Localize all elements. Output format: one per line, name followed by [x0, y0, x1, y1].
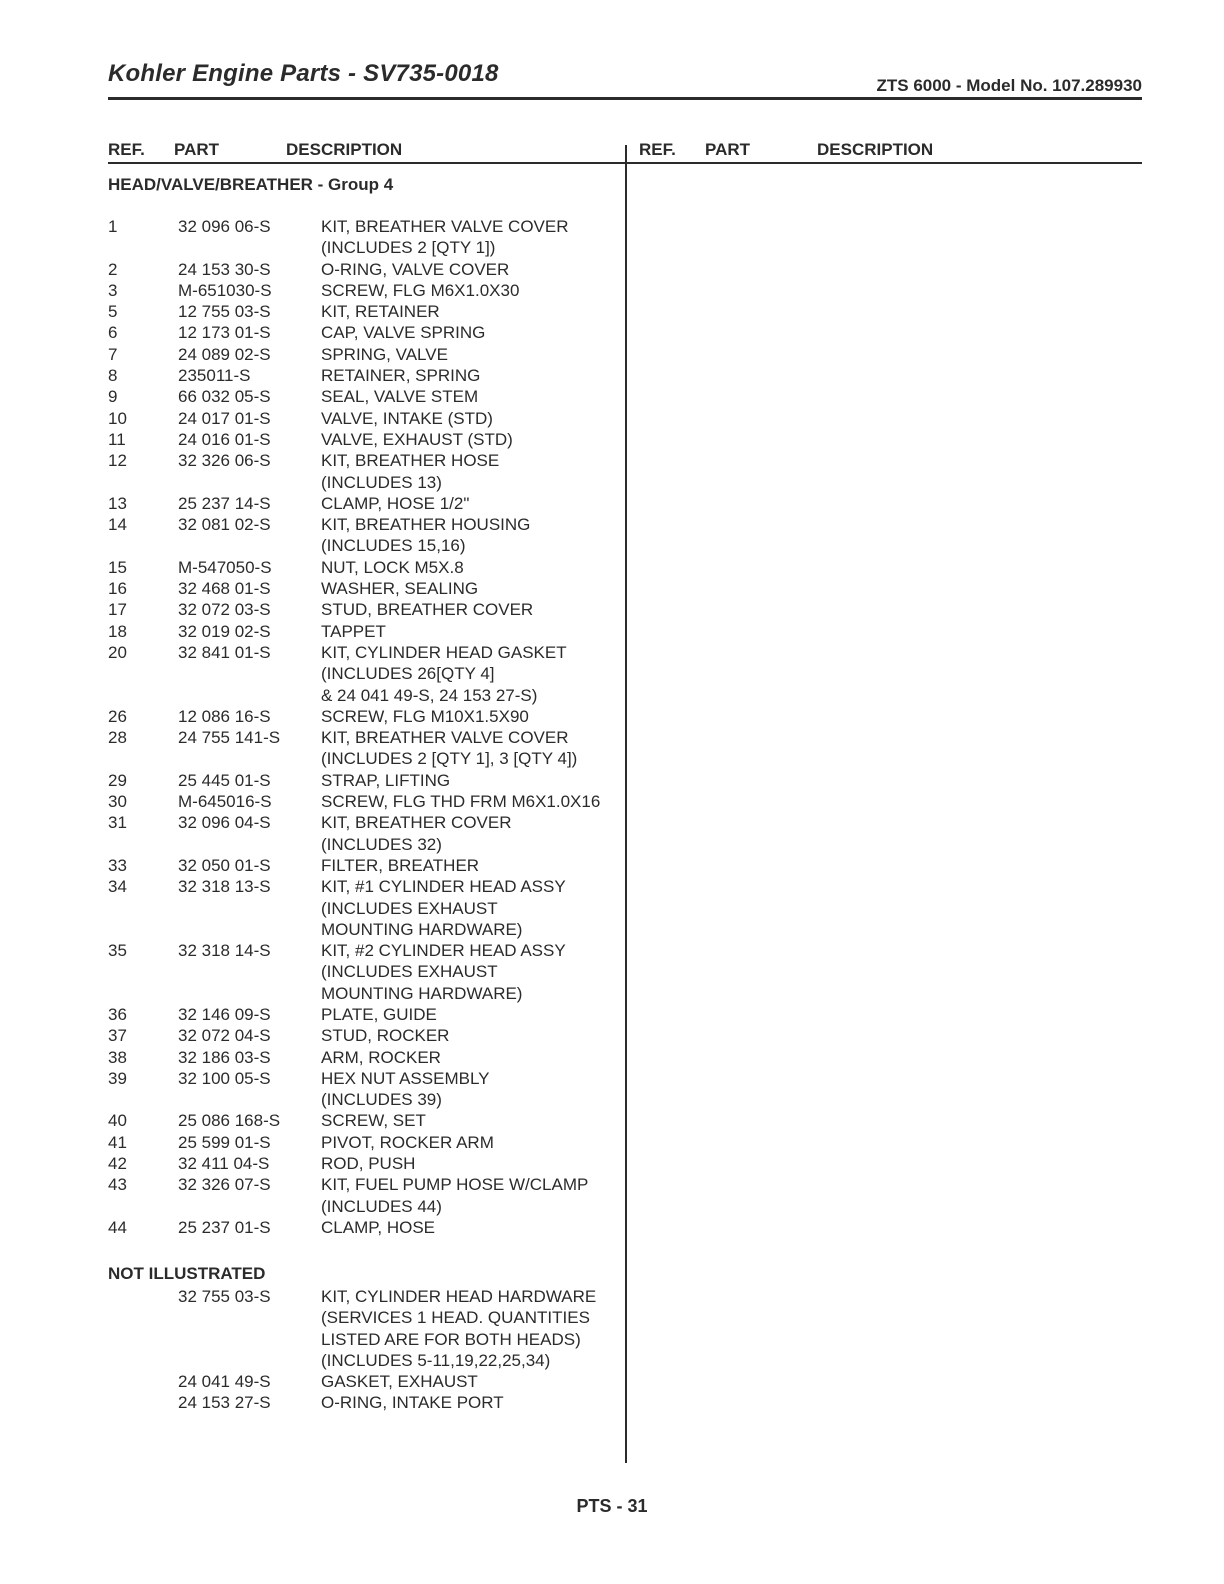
table-row	[108, 557, 623, 578]
part-number-cell: 32 186 03-S	[178, 1047, 271, 1067]
table-row	[108, 1089, 623, 1110]
description-cell: PLATE, GUIDE	[321, 1004, 437, 1024]
part-number-cell: 32 081 02-S	[178, 515, 271, 535]
table-row	[108, 621, 623, 642]
description-cell: SCREW, FLG THD FRM M6X1.0X16	[321, 792, 601, 812]
description-cell: STRAP, LIFTING	[321, 770, 451, 790]
part-number-cell: M-547050-S	[178, 557, 272, 577]
description-cell: SPRING, VALVE	[321, 344, 448, 364]
part-number-cell: 32 100 05-S	[178, 1068, 271, 1088]
table-row	[108, 578, 623, 599]
description-cell: (INCLUDES 2 [QTY 1])	[321, 238, 496, 258]
table-row	[108, 834, 623, 855]
description-cell: (INCLUDES 32)	[321, 834, 442, 854]
table-row	[108, 876, 623, 897]
part-number-cell: 24 041 49-S	[178, 1372, 271, 1392]
table-row	[108, 983, 623, 1004]
description-cell: KIT, CYLINDER HEAD GASKET	[321, 642, 567, 662]
description-cell: TAPPET	[321, 621, 386, 641]
description-cell: O-RING, VALVE COVER	[321, 259, 510, 279]
part-number-cell: 32 318 13-S	[178, 877, 271, 897]
part-number-cell: 32 411 04-S	[178, 1154, 270, 1174]
right-header-rule	[627, 162, 1142, 164]
part-number-cell: 12 173 01-S	[178, 323, 271, 343]
ref-cell: 28	[108, 728, 127, 748]
part-number-cell: 32 326 07-S	[178, 1175, 271, 1195]
description-cell: STUD, ROCKER	[321, 1026, 450, 1046]
part-number-cell: 32 468 01-S	[178, 579, 271, 599]
part-number-cell: 32 841 01-S	[178, 642, 271, 662]
table-row	[108, 322, 623, 343]
table-row	[108, 940, 623, 961]
description-cell: SCREW, FLG M10X1.5X90	[321, 706, 529, 726]
ref-cell: 26	[108, 706, 127, 726]
table-row	[108, 408, 623, 429]
table-row	[108, 535, 623, 556]
ref-cell: 30	[108, 792, 127, 812]
description-cell: VALVE, INTAKE (STD)	[321, 408, 493, 428]
table-row	[108, 259, 623, 280]
ref-cell: 37	[108, 1026, 127, 1046]
ref-cell: 44	[108, 1217, 127, 1237]
description-cell: CLAMP, HOSE	[321, 1217, 436, 1237]
table-row	[108, 663, 623, 684]
description-cell: KIT, #2 CYLINDER HEAD ASSY	[321, 941, 566, 961]
table-row	[108, 1004, 623, 1025]
table-row	[108, 1217, 623, 1238]
part-number-cell: M-651030-S	[178, 280, 272, 300]
table-row	[108, 237, 623, 258]
part-number-cell: 32 072 04-S	[178, 1026, 271, 1046]
part-number-cell: 32 146 09-S	[178, 1004, 271, 1024]
part-number-cell: 25 599 01-S	[178, 1132, 271, 1152]
parts-list	[108, 216, 623, 1238]
left-header-rule	[108, 162, 625, 164]
part-number-cell: 25 237 01-S	[178, 1217, 271, 1237]
not-illustrated-list	[108, 1286, 623, 1414]
part-number-cell: 32 326 06-S	[178, 451, 271, 471]
table-row	[108, 1025, 623, 1046]
description-cell: CAP, VALVE SPRING	[321, 323, 486, 343]
table-row	[108, 1196, 623, 1217]
ref-cell: 38	[108, 1047, 127, 1067]
description-cell: SCREW, SET	[321, 1111, 426, 1131]
description-cell: KIT, BREATHER HOUSING	[321, 515, 531, 535]
table-row	[108, 472, 623, 493]
ref-cell: 16	[108, 579, 127, 599]
table-row	[108, 748, 623, 769]
description-cell: (INCLUDES 39)	[321, 1090, 442, 1110]
table-row	[108, 812, 623, 833]
description-cell: LISTED ARE FOR BOTH HEADS)	[321, 1329, 581, 1349]
table-row	[108, 727, 623, 748]
ref-cell: 14	[108, 515, 127, 535]
table-row	[108, 1371, 623, 1392]
description-cell: (INCLUDES 13)	[321, 472, 442, 492]
table-row	[108, 961, 623, 982]
description-cell: WASHER, SEALING	[321, 579, 479, 599]
description-cell: KIT, CYLINDER HEAD HARDWARE	[321, 1287, 597, 1306]
description-cell: CLAMP, HOSE 1/2"	[321, 493, 470, 513]
table-row	[108, 791, 623, 812]
ref-cell: 36	[108, 1004, 127, 1024]
description-cell: MOUNTING HARDWARE)	[321, 983, 523, 1003]
table-row	[108, 1329, 623, 1350]
table-row	[108, 1132, 623, 1153]
ref-cell: 7	[108, 344, 118, 364]
description-cell: O-RING, INTAKE PORT	[321, 1393, 504, 1413]
description-cell: RETAINER, SPRING	[321, 366, 481, 386]
page-number: PTS - 31	[576, 1496, 648, 1516]
part-number-cell: 12 086 16-S	[178, 706, 271, 726]
part-number-cell: 32 072 03-S	[178, 600, 271, 620]
ref-cell: 40	[108, 1111, 127, 1131]
description-cell: MOUNTING HARDWARE)	[321, 919, 523, 939]
ref-cell: 29	[108, 770, 127, 790]
ref-cell: 13	[108, 493, 127, 513]
table-row	[108, 1286, 623, 1307]
description-cell: (SERVICES 1 HEAD. QUANTITIES	[321, 1308, 590, 1328]
part-number-cell: 32 755 03-S	[178, 1287, 271, 1306]
part-number-cell: 25 445 01-S	[178, 770, 271, 790]
table-row	[108, 386, 623, 407]
ref-cell: 15	[108, 557, 127, 577]
part-number-cell: 66 032 05-S	[178, 387, 271, 407]
description-cell: ROD, PUSH	[321, 1154, 416, 1174]
table-row	[108, 216, 623, 237]
ref-cell: 34	[108, 877, 127, 897]
table-row	[108, 770, 623, 791]
table-row	[108, 1153, 623, 1174]
part-column-label: PART	[174, 140, 220, 159]
table-row	[108, 344, 623, 365]
part-number-cell: 24 153 30-S	[178, 259, 271, 279]
part-number-cell: 32 096 06-S	[178, 217, 271, 236]
description-cell: KIT, BREATHER HOSE	[321, 451, 500, 471]
table-row	[108, 1068, 623, 1089]
part-number-cell: 25 237 14-S	[178, 493, 271, 513]
part-number-cell: 32 019 02-S	[178, 621, 271, 641]
description-cell: NUT, LOCK M5X.8	[321, 557, 464, 577]
description-cell: KIT, BREATHER COVER	[321, 813, 512, 833]
description-cell: (INCLUDES 2 [QTY 1], 3 [QTY 4])	[321, 749, 578, 769]
description-cell: & 24 041 49-S, 24 153 27-S)	[321, 685, 538, 705]
table-row	[108, 365, 623, 386]
description-column-label: DESCRIPTION	[286, 140, 403, 159]
table-row	[108, 642, 623, 663]
table-row	[108, 1307, 623, 1328]
description-cell: PIVOT, ROCKER ARM	[321, 1132, 494, 1152]
description-cell: KIT, BREATHER VALVE COVER	[321, 728, 569, 748]
description-cell: KIT, RETAINER	[321, 302, 440, 322]
description-cell: KIT, BREATHER VALVE COVER	[321, 217, 569, 236]
part-number-cell: 12 755 03-S	[178, 302, 271, 322]
table-row	[108, 919, 623, 940]
model-number: ZTS 6000 - Model No. 107.289930	[876, 76, 1142, 95]
part-number-cell: 24 016 01-S	[178, 429, 271, 449]
column-divider	[625, 145, 627, 1463]
ref-column-label: REF.	[639, 140, 676, 159]
ref-cell: 31	[108, 813, 127, 833]
ref-cell: 43	[108, 1175, 127, 1195]
description-cell: (INCLUDES 44)	[321, 1196, 442, 1216]
table-row	[108, 599, 623, 620]
ref-cell: 17	[108, 600, 127, 620]
description-cell: ARM, ROCKER	[321, 1047, 441, 1067]
ref-cell: 11	[108, 429, 126, 449]
ref-cell: 42	[108, 1154, 127, 1174]
part-number-cell: 24 755 141-S	[178, 728, 281, 748]
description-cell: SEAL, VALVE STEM	[321, 387, 479, 407]
ref-cell: 10	[108, 408, 127, 428]
part-number-cell: 25 086 168-S	[178, 1111, 281, 1131]
table-row	[108, 493, 623, 514]
part-number-cell: 24 017 01-S	[178, 408, 271, 428]
table-row	[108, 706, 623, 727]
description-cell: GASKET, EXHAUST	[321, 1372, 478, 1392]
ref-cell: 35	[108, 941, 127, 961]
part-number-cell: 24 153 27-S	[178, 1393, 271, 1413]
description-cell: (INCLUDES EXHAUST	[321, 962, 498, 982]
table-row	[108, 898, 623, 919]
table-row	[108, 855, 623, 876]
ref-cell: 9	[108, 387, 118, 407]
table-row	[108, 301, 623, 322]
description-cell: SCREW, FLG M6X1.0X30	[321, 280, 520, 300]
table-row	[108, 1392, 623, 1413]
ref-cell: 12	[108, 451, 127, 471]
description-cell: KIT, FUEL PUMP HOSE W/CLAMP	[321, 1175, 589, 1195]
table-row	[108, 1110, 623, 1131]
description-column-label: DESCRIPTION	[817, 140, 934, 159]
part-number-cell: 32 096 04-S	[178, 813, 271, 833]
header-divider	[108, 97, 1142, 100]
description-cell: KIT, #1 CYLINDER HEAD ASSY	[321, 877, 566, 897]
description-cell: HEX NUT ASSEMBLY	[321, 1068, 490, 1088]
ref-cell: 5	[108, 302, 118, 322]
description-cell: (INCLUDES 26[QTY 4]	[321, 664, 495, 684]
part-column-label: PART	[705, 140, 751, 159]
table-row	[108, 685, 623, 706]
table-row	[108, 1047, 623, 1068]
table-row	[108, 1174, 623, 1195]
description-cell: FILTER, BREATHER	[321, 855, 480, 875]
ref-cell: 41	[108, 1132, 127, 1152]
table-row	[108, 280, 623, 301]
ref-column-label: REF.	[108, 140, 145, 159]
part-number-cell: 235011-S	[178, 366, 251, 386]
not-illustrated-title: NOT ILLUSTRATED	[108, 1264, 266, 1283]
ref-cell: 2	[108, 259, 118, 279]
part-number-cell: 24 089 02-S	[178, 344, 271, 364]
part-number-cell: M-645016-S	[178, 792, 272, 812]
part-number-cell: 32 050 01-S	[178, 855, 271, 875]
ref-cell: 33	[108, 855, 127, 875]
table-row	[108, 429, 623, 450]
part-number-cell: 32 318 14-S	[178, 941, 271, 961]
ref-cell: 1	[108, 217, 118, 236]
table-row	[108, 450, 623, 471]
description-cell: (INCLUDES EXHAUST	[321, 898, 498, 918]
description-cell: (INCLUDES 15,16)	[321, 536, 466, 556]
ref-cell: 6	[108, 323, 118, 343]
description-cell: (INCLUDES 5-11,19,22,25,34)	[321, 1350, 551, 1370]
ref-cell: 18	[108, 621, 127, 641]
description-cell: STUD, BREATHER COVER	[321, 600, 534, 620]
table-row	[108, 514, 623, 535]
ref-cell: 3	[108, 280, 118, 300]
ref-cell: 20	[108, 642, 127, 662]
ref-cell: 39	[108, 1068, 127, 1088]
description-cell: VALVE, EXHAUST (STD)	[321, 429, 513, 449]
table-row	[108, 1350, 623, 1371]
group-title: HEAD/VALVE/BREATHER - Group 4	[108, 175, 394, 194]
ref-cell: 8	[108, 366, 118, 386]
page-title: Kohler Engine Parts - SV735-0018	[108, 60, 499, 87]
